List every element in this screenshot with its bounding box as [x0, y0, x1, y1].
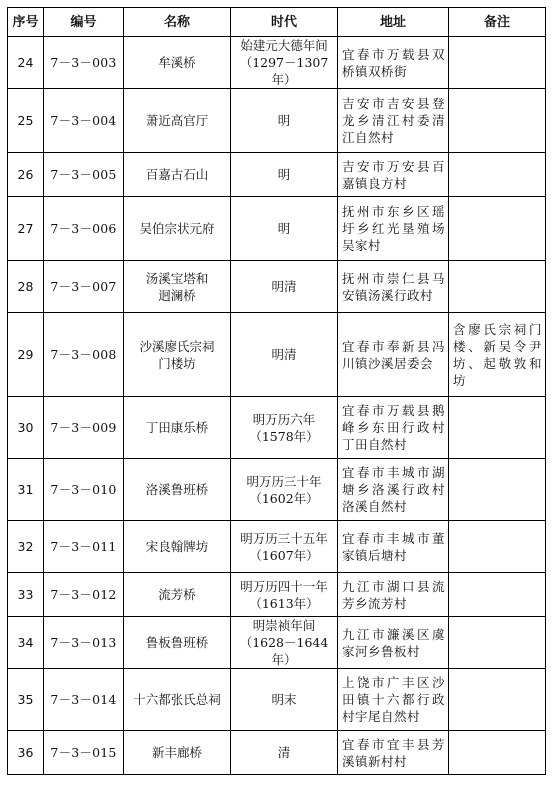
- cell-seq: 29: [8, 313, 44, 397]
- cell-era: 明: [231, 197, 338, 261]
- cell-seq: 24: [8, 37, 44, 89]
- header-note: 备注: [449, 8, 546, 37]
- table-body: [8, 37, 546, 775]
- cell-code: 7－3－003: [44, 37, 124, 89]
- cell-address: 宜春市万载县鹅峰乡东田行政村丁田自然村: [338, 397, 449, 459]
- heritage-table: [7, 7, 546, 775]
- cell-era: 明末: [231, 669, 338, 731]
- cell-address: 宜春市万载县双桥镇双桥街: [338, 37, 449, 89]
- cell-address: 抚州市东乡区瑶圩乡红光垦殖场吴家村: [338, 197, 449, 261]
- cell-name: 丁田康乐桥: [124, 397, 231, 459]
- cell-code: 7－3－014: [44, 669, 124, 731]
- cell-note: [449, 573, 546, 617]
- cell-seq: 31: [8, 459, 44, 521]
- cell-era: 明清: [231, 313, 338, 397]
- cell-note: [449, 153, 546, 197]
- cell-code: 7－3－009: [44, 397, 124, 459]
- cell-code: 7－3－004: [44, 89, 124, 153]
- cell-era: 明崇祯年间 （1628－1644年）: [231, 617, 338, 669]
- cell-code: 7－3－013: [44, 617, 124, 669]
- cell-note: [449, 669, 546, 731]
- cell-code: 7－3－011: [44, 521, 124, 573]
- header-era: 时代: [231, 8, 338, 37]
- cell-seq: 30: [8, 397, 44, 459]
- cell-seq: 32: [8, 521, 44, 573]
- cell-era: 明万历三十五年 （1607年）: [231, 521, 338, 573]
- cell-seq: 34: [8, 617, 44, 669]
- table-row: [8, 617, 546, 669]
- table-row: [8, 459, 546, 521]
- cell-seq: 33: [8, 573, 44, 617]
- cell-seq: 36: [8, 731, 44, 775]
- cell-seq: 28: [8, 261, 44, 313]
- cell-address: 宜春市奉新县冯川镇沙溪居委会: [338, 313, 449, 397]
- table-row: [8, 153, 546, 197]
- table-row: [8, 37, 546, 89]
- cell-era: 明: [231, 153, 338, 197]
- cell-code: 7－3－010: [44, 459, 124, 521]
- cell-name: 宋良翰牌坊: [124, 521, 231, 573]
- cell-name: 十六都张氏总祠: [124, 669, 231, 731]
- cell-code: 7－3－005: [44, 153, 124, 197]
- cell-note: [449, 197, 546, 261]
- table-row: [8, 397, 546, 459]
- cell-name: 新丰廊桥: [124, 731, 231, 775]
- cell-note: [449, 521, 546, 573]
- cell-era: 清: [231, 731, 338, 775]
- cell-note: [449, 617, 546, 669]
- cell-name: 鲁板鲁班桥: [124, 617, 231, 669]
- header-code: 编号: [44, 8, 124, 37]
- table-row: [8, 731, 546, 775]
- cell-code: 7－3－015: [44, 731, 124, 775]
- header-seq: 序号: [8, 8, 44, 37]
- cell-era: 明清: [231, 261, 338, 313]
- cell-note: [449, 459, 546, 521]
- cell-address: 上饶市广丰区沙田镇十六都行政村宇尾自然村: [338, 669, 449, 731]
- header-name: 名称: [124, 8, 231, 37]
- cell-address: 抚州市崇仁县马安镇汤溪行政村: [338, 261, 449, 313]
- table-row: [8, 197, 546, 261]
- cell-address: 九江市濂溪区虞家河乡鲁板村: [338, 617, 449, 669]
- cell-note: [449, 261, 546, 313]
- cell-seq: 27: [8, 197, 44, 261]
- cell-note: [449, 397, 546, 459]
- cell-code: 7－3－007: [44, 261, 124, 313]
- cell-address: 宜春市丰城市湖塘乡洛溪行政村洛溪自然村: [338, 459, 449, 521]
- cell-name: 流芳桥: [124, 573, 231, 617]
- table-row: [8, 521, 546, 573]
- cell-address: 宜春市丰城市董家镇后塘村: [338, 521, 449, 573]
- header-address: 地址: [338, 8, 449, 37]
- cell-seq: 35: [8, 669, 44, 731]
- cell-code: 7－3－012: [44, 573, 124, 617]
- cell-address: 九江市湖口县流芳乡流芳村: [338, 573, 449, 617]
- cell-address: 吉安市万安县百嘉镇良方村: [338, 153, 449, 197]
- cell-note: 含廖氏宗祠门楼、新吴令尹坊、起敬敦和坊: [449, 313, 546, 397]
- cell-era: 明万历四十一年 （1613年）: [231, 573, 338, 617]
- cell-note: [449, 731, 546, 775]
- cell-note: [449, 89, 546, 153]
- cell-seq: 25: [8, 89, 44, 153]
- cell-name: 洛溪鲁班桥: [124, 459, 231, 521]
- table-row: [8, 89, 546, 153]
- table-row: [8, 313, 546, 397]
- cell-name: 萧近高官厅: [124, 89, 231, 153]
- cell-seq: 26: [8, 153, 44, 197]
- cell-address: 宜春市宜丰县芳溪镇新村村: [338, 731, 449, 775]
- cell-name: 汤溪宝塔和 迥澜桥: [124, 261, 231, 313]
- cell-note: [449, 37, 546, 89]
- cell-name: 沙溪廖氏宗祠 门楼坊: [124, 313, 231, 397]
- table-row: [8, 261, 546, 313]
- cell-code: 7－3－006: [44, 197, 124, 261]
- cell-code: 7－3－008: [44, 313, 124, 397]
- cell-name: 百嘉古石山: [124, 153, 231, 197]
- cell-address: 吉安市吉安县登龙乡清江村委清江自然村: [338, 89, 449, 153]
- cell-era: 明万历三十年 （1602年）: [231, 459, 338, 521]
- table-row: [8, 669, 546, 731]
- cell-era: 始建元大德年间 （1297－1307年）: [231, 37, 338, 89]
- table-row: [8, 573, 546, 617]
- cell-era: 明万历六年 （1578年）: [231, 397, 338, 459]
- cell-name: 吴伯宗状元府: [124, 197, 231, 261]
- cell-name: 牟溪桥: [124, 37, 231, 89]
- cell-era: 明: [231, 89, 338, 153]
- table-header-row: [8, 8, 546, 37]
